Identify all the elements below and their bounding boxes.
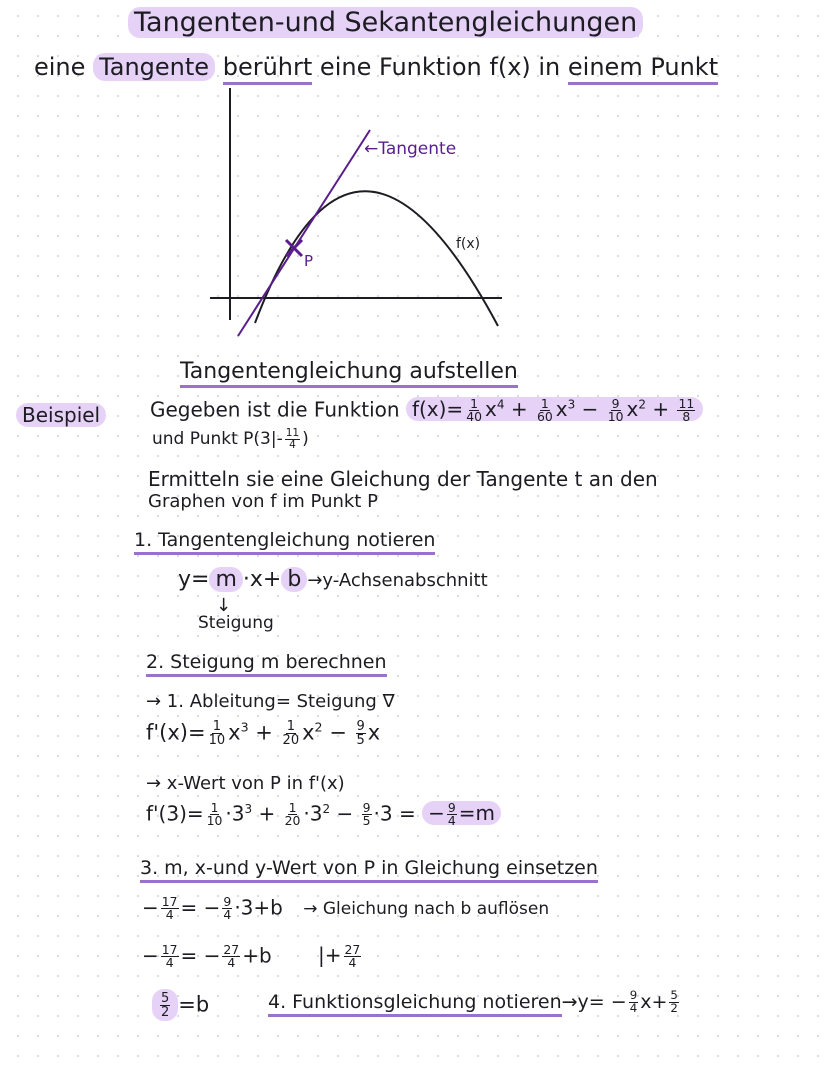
step3-line-2: − $\frac{17}{4}$ = − $\frac{27}{4}$ +b |+ $\frac{27}{4}$ (142, 942, 361, 971)
step2-heading: 2. Steigung m berechnen (146, 652, 387, 673)
slope-calculation: f'(3)= $\frac{1}{10}$ $\cdot 3^3$ + $\frac{1}{20}$ $\cdot 3^2$ − $\frac{9}{5}$ ·3 = − $\frac{9}{4}$ =m (146, 802, 501, 828)
task-line-1: Ermitteln sie eine Gleichung der Tangente t an den (148, 467, 658, 491)
task-line-2: Graphen von f im Punkt P (148, 491, 378, 512)
b-result: $\frac{5}{2}$ =b (152, 992, 209, 1019)
step2-derivative-note: → 1. Ableitung= Steigung ∇ (146, 691, 395, 712)
term-beruehrt: berührt (223, 53, 313, 85)
example-label: Beispiel (16, 404, 106, 426)
step1-equation: y= m ·x+ b →y-Achsenabschnitt (178, 567, 488, 592)
step4-line: 4. Funktionsgleichung notieren→y= − $\frac{9}{4}$ x+ $\frac{5}{2}$ (268, 988, 678, 1015)
section-heading: Tangentengleichung aufstellen (180, 360, 518, 384)
arrow-down: ↓ (216, 595, 232, 616)
given-point: und Punkt P(3|- $\frac{11}{4}$ ) (152, 427, 309, 451)
step3-heading: 3. m, x-und y-Wert von P in Gleichung einsetzen (140, 858, 598, 879)
slope-m: m (209, 567, 242, 592)
function-definition: f(x)= $\frac{1}{40}$ $x^4$ + $\frac{1}{60}$ $x^3$ − $\frac{9}{10}$ $x^2$ + $\frac{11}{8}$ (406, 397, 703, 421)
tangent-line (238, 130, 370, 336)
intro-line: eine Tangente berührt eine Funktion f(x) in einem Punkt (34, 54, 718, 80)
step3-line-1: − $\frac{17}{4}$ = − $\frac{9}{4}$ ·3+b → Gleichung nach b auflösen (142, 894, 550, 923)
intercept-b: b (281, 567, 307, 592)
term-tangente: Tangente (93, 53, 215, 81)
step4-heading: 4. Funktionsgleichung notieren (268, 991, 562, 1017)
tangent-sketch (210, 88, 510, 348)
term-einem-punkt: einem Punkt (568, 53, 718, 85)
page-title: Tangenten-und Sekantengleichungen (128, 8, 643, 38)
slope-note: Steigung (198, 613, 274, 633)
step2-xvalue-note: → x-Wert von P in f'(x) (146, 773, 345, 794)
slope-result: − $\frac{9}{4}$ =m (422, 801, 501, 825)
derivative-equation: f'(x)= $\frac{1}{10}$ $x^3$ + $\frac{1}{20}$ $x^2$ − $\frac{9}{5}$ x (146, 719, 381, 749)
given-function: Gegeben ist die Funktion f(x)= $\frac{1}{40}$ $x^4$ + $\frac{1}{60}$ $x^3$ − $\frac{9}{10}$ $x^2$ + $\frac{11}{8}$ (150, 398, 703, 424)
step1-heading: 1. Tangentengleichung notieren (134, 530, 435, 551)
curve-label: f(x) (456, 236, 481, 252)
tangent-label: ←Tangente (364, 139, 457, 159)
point-label: P (304, 252, 314, 270)
function-curve (255, 191, 498, 326)
